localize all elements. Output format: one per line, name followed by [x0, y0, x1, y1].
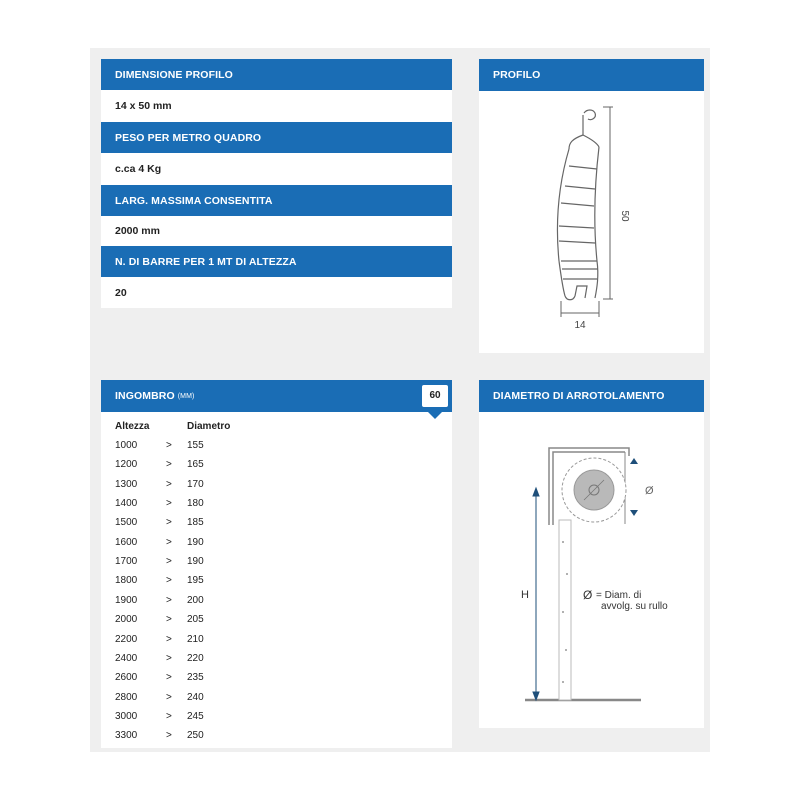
cell-altezza: 1600	[115, 536, 138, 548]
ingombro-header	[101, 380, 452, 412]
cell-altezza: 3000	[115, 710, 138, 722]
cell-altezza: 3300	[115, 730, 138, 742]
cell-separator: >	[166, 730, 172, 742]
cell-altezza: 1400	[115, 498, 138, 510]
cell-altezza: 2000	[115, 614, 138, 626]
spec-value-dimensione: 14 x 50 mm	[101, 90, 452, 122]
cell-altezza: 1200	[115, 459, 138, 471]
cell-diametro: 195	[187, 575, 204, 587]
cell-separator: >	[166, 691, 172, 703]
profile-width-label: 14	[574, 320, 586, 331]
cell-diametro: 165	[187, 459, 204, 471]
cell-altezza: 1900	[115, 594, 138, 606]
cell-diametro: 190	[187, 556, 204, 568]
spec-value-barre: 20	[101, 277, 452, 308]
badge-pointer	[428, 412, 442, 419]
cell-diametro: 245	[187, 710, 204, 722]
profile-drawing	[479, 91, 704, 353]
cell-diametro: 190	[187, 536, 204, 548]
spec-header-barre: N. DI BARRE PER 1 MT DI ALTEZZA	[101, 246, 452, 277]
ingombro-title: INGOMBRO	[115, 390, 175, 402]
cell-separator: >	[166, 633, 172, 645]
cell-altezza: 2200	[115, 633, 138, 645]
profilo-header: PROFILO	[479, 59, 704, 91]
diametro-header: DIAMETRO DI ARROTOLAMENTO	[479, 380, 704, 412]
cell-separator: >	[166, 614, 172, 626]
height-h-label: H	[521, 589, 529, 601]
cell-separator: >	[166, 594, 172, 606]
cell-separator: >	[166, 517, 172, 529]
cell-separator: >	[166, 536, 172, 548]
spec-header-peso: PESO PER METRO QUADRO	[101, 122, 452, 153]
cell-separator: >	[166, 556, 172, 568]
cell-diametro: 220	[187, 652, 204, 664]
cell-separator: >	[166, 440, 172, 451]
ingombro-unit: (MM)	[177, 392, 195, 400]
cell-altezza: 1500	[115, 517, 138, 529]
cell-diametro: 250	[187, 730, 204, 742]
cell-separator: >	[166, 478, 172, 490]
cell-separator: >	[166, 672, 172, 684]
cell-diametro: 155	[187, 440, 204, 451]
cell-altezza: 2400	[115, 652, 138, 664]
spec-header-dimensione: DIMENSIONE PROFILO	[101, 59, 452, 90]
cell-separator: >	[166, 710, 172, 722]
cell-altezza: 1800	[115, 575, 138, 587]
cell-diametro: 210	[187, 633, 204, 645]
spec-value-larghezza: 2000 mm	[101, 216, 452, 246]
cell-diametro: 200	[187, 594, 204, 606]
cell-diametro: 240	[187, 691, 204, 703]
cell-diametro: 205	[187, 614, 204, 626]
legend-line-2: avvolg. su rullo	[601, 601, 668, 612]
profile-height-label: 50	[619, 210, 630, 222]
cell-altezza: 1300	[115, 478, 138, 490]
roll-diagram	[479, 412, 704, 728]
cell-diametro: 170	[187, 478, 204, 490]
cell-separator: >	[166, 652, 172, 664]
cell-separator: >	[166, 498, 172, 510]
ingombro-card	[101, 412, 452, 748]
cell-altezza: 1000	[115, 440, 138, 451]
spec-value-peso: c.ca 4 Kg	[101, 153, 452, 185]
cell-separator: >	[166, 459, 172, 471]
height-filter-badge[interactable]: 60	[422, 385, 448, 407]
roll-phi-symbol: Ø	[645, 485, 654, 497]
cell-altezza: 2800	[115, 691, 138, 703]
cell-altezza: 2600	[115, 672, 138, 684]
col-diametro-header: Diametro	[187, 421, 231, 432]
spec-header-larghezza: LARG. MASSIMA CONSENTITA	[101, 185, 452, 216]
cell-altezza: 1700	[115, 556, 138, 568]
cell-separator: >	[166, 575, 172, 587]
legend-line-1: = Diam. di	[596, 590, 642, 601]
legend-phi-symbol: Ø	[583, 588, 593, 602]
cell-diametro: 185	[187, 517, 204, 529]
cell-diametro: 180	[187, 498, 204, 510]
col-altezza-header: Altezza	[115, 421, 150, 432]
cell-diametro: 235	[187, 672, 204, 684]
